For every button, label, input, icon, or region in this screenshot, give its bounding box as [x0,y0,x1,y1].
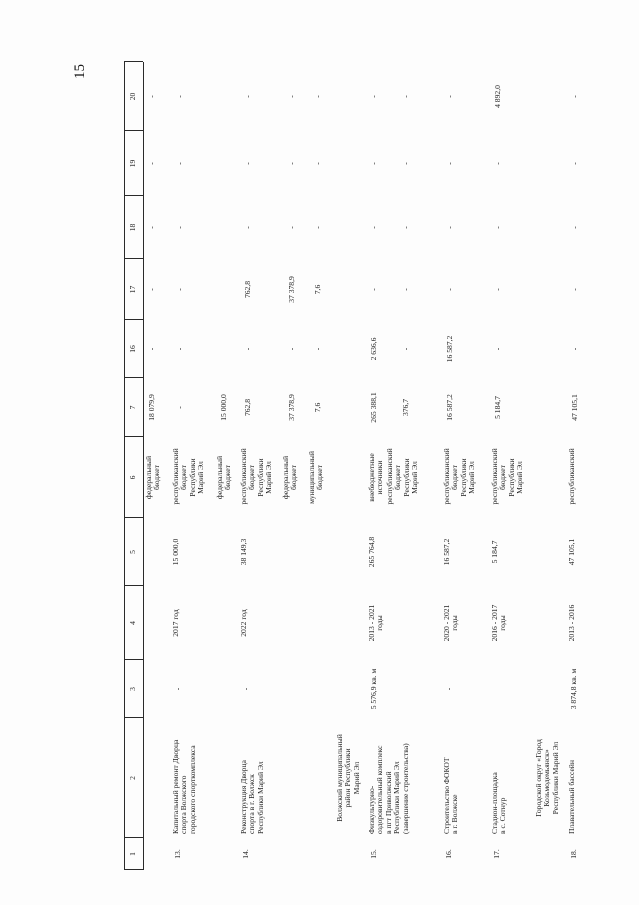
amount-18: - [570,226,579,229]
funding-source: федеральный бюджет [215,455,233,500]
funding-source: республиканский бюджет Республики Марий Эл [385,448,420,505]
estimated-cost: 38 149,3 [239,538,248,566]
capacity: - [241,687,250,691]
row-number: 15. [369,849,378,859]
funding-source: республиканский [567,448,576,505]
amount-17: - [147,288,156,291]
row-number: 14. [241,849,250,859]
row-number: 17. [492,849,501,859]
amount-18: - [493,226,502,229]
amount-17: 7,6 [313,284,322,295]
funding-source: республиканский бюджет Республики Марий Эл [442,448,477,505]
section-heading: Волжский муниципальный район Республики Марий Эл [335,734,361,822]
implementation-period: 2016 - 2017 годы [490,604,508,642]
column-number-header: 6 [128,475,137,480]
amount-16: 16 587,2 [445,335,454,363]
implementation-period: 2022 год [239,609,248,637]
amount-20: - [401,95,410,98]
amount-19: - [445,162,454,165]
amount-20: - [445,95,454,98]
amount-19: - [570,162,579,165]
amount-18: - [147,226,156,229]
amount-16: - [287,347,296,351]
amount-16: 2 636,6 [369,337,378,361]
amount-20: - [147,95,156,98]
amount-18: - [287,226,296,229]
amount-17: 37 378,9 [287,276,296,303]
amount-16: - [147,347,156,351]
amount-7: 265 388,1 [369,392,378,423]
amount-17: - [445,288,454,291]
column-number-header: 4 [128,621,137,625]
estimated-cost: 5 184,7 [490,540,499,564]
amount-7: 7,6 [313,402,322,413]
amount-7: 5 184,7 [493,396,502,419]
amount-18: - [313,226,322,229]
column-number-header: 19 [128,159,137,168]
amount-20: - [175,95,184,98]
amount-7: 15 000,0 [219,394,228,421]
object-name: Физкультурно- оздоровительный комплекс в пгт Приволжский Республики Марий Эл (завершение строительства) [367,743,410,834]
amount-17: - [369,288,378,291]
amount-18: - [175,226,184,229]
funding-source: федеральный бюджет [281,455,299,500]
page-number: 15 [72,64,88,79]
amount-16: - [175,347,184,351]
column-number-header: 2 [128,776,137,780]
column-number-header: 3 [128,687,137,691]
amount-18: - [369,226,378,229]
object-name: Плавательный бассейн [567,760,576,834]
amount-17: - [570,288,579,291]
amount-16: - [401,347,410,351]
amount-19: - [287,162,296,165]
amount-7: 376,7 [401,398,410,417]
amount-19: - [401,162,410,165]
amount-7: 16 587,2 [445,394,454,421]
amount-20: - [243,95,252,98]
amount-17: - [493,288,502,291]
amount-16: - [493,347,502,351]
column-number-header: 20 [128,92,137,101]
amount-19: - [313,162,322,165]
section-heading: Городской округ «Город Козьмодемьянск» Республики Марий Эл [534,739,560,817]
amount-7: 18 079,9 [147,394,156,421]
estimated-cost: 47 105,1 [567,538,576,566]
funding-source: федеральный бюджет [144,455,162,500]
column-number-header: 16 [128,345,137,353]
amount-16: - [313,347,322,351]
capacity: - [444,687,453,691]
object-name: Реконструкция Дворца спорта в г. Волжск Республики Марий Эл [239,760,265,834]
object-name: Капитальный ремонт Дворца спорта Волжского городского спорткомплекса [171,739,197,834]
implementation-period: 2013 - 2016 [567,604,576,642]
amount-18: - [243,226,252,229]
column-number-header: 18 [128,223,137,232]
amount-7: 37 378,9 [287,394,296,421]
amount-20: - [313,95,322,98]
row-number: 18. [569,849,578,859]
implementation-period: 2017 год [171,609,180,637]
amount-20: 4 892,0 [493,85,502,108]
amount-17: - [175,288,184,291]
amount-19: - [493,162,502,165]
amount-17: - [401,288,410,291]
column-number-header: 17 [128,285,137,294]
amount-16: - [243,347,252,351]
object-name: Строительство ФОКОТ в г. Волжске [442,757,460,834]
amount-20: - [369,95,378,98]
amount-18: - [401,226,410,229]
column-number-header: 7 [128,405,137,410]
implementation-period: 2013 - 2021 годы [367,604,385,642]
amount-19: - [369,162,378,165]
amount-19: - [147,162,156,165]
row-number: 13. [173,849,182,859]
funding-source: республиканский бюджет Республики Марий Эл [490,448,525,505]
capacity: - [173,687,182,691]
amount-7: 47 105,1 [570,394,579,421]
amount-16: - [570,347,579,351]
estimated-cost: 265 764,8 [367,536,376,568]
column-number-header: 1 [128,852,137,856]
amount-19: - [175,162,184,165]
funding-source: республиканский бюджет Республики Марий Эл [239,448,274,505]
capacity: 5 576,9 кв. м [369,668,378,710]
amount-18: - [445,226,454,229]
amount-20: - [570,95,579,98]
funding-source: внебюджетные источники [367,453,385,502]
amount-20: - [287,95,296,98]
amount-19: - [243,162,252,165]
table-top-border [124,62,125,870]
column-number-header: 5 [128,550,137,554]
funding-source: муниципальный бюджет [307,451,325,504]
amount-7: 762,8 [243,398,252,417]
estimated-cost: 16 587,2 [442,538,451,566]
estimated-cost: 15 000,0 [171,538,180,566]
implementation-period: 2020 - 2021 годы [442,604,460,642]
capacity: 3 874,8 кв. м [569,668,578,710]
amount-7: - [175,406,184,409]
object-name: Стадион-площадка в с. Сотнур [490,772,508,834]
row-number: 16. [444,849,453,859]
funding-source: республиканский бюджет Республики Марий Эл [171,448,206,505]
amount-17: 762,8 [243,280,252,299]
